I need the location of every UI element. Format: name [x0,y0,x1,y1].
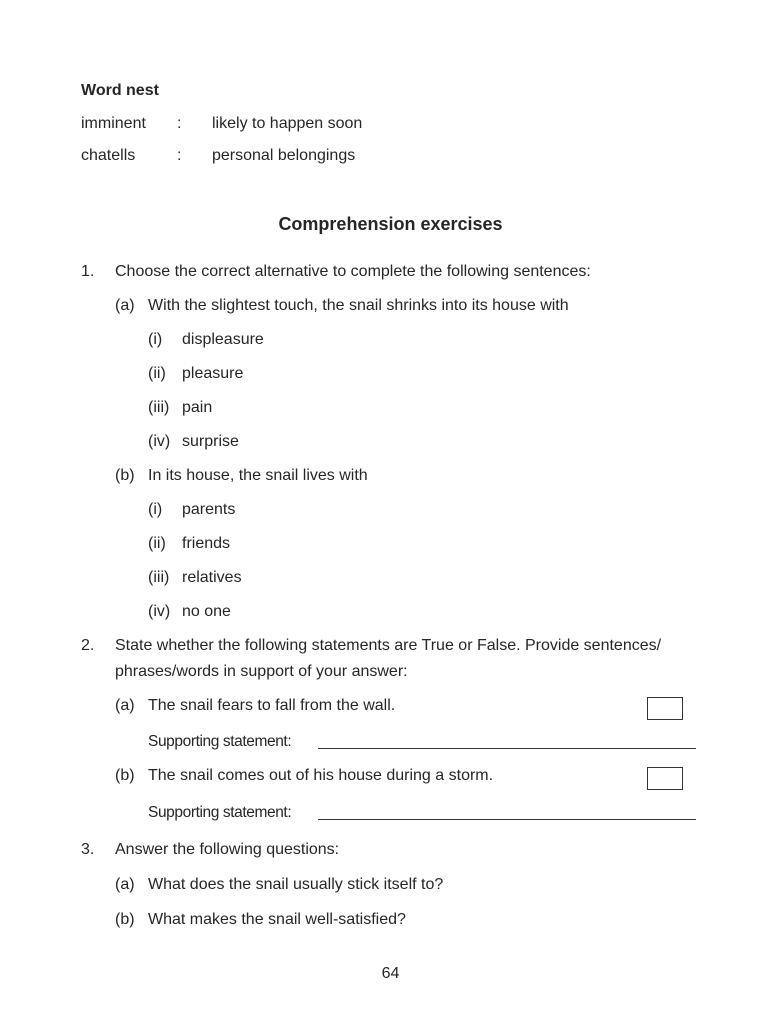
sub-question-label: (b) [115,911,135,928]
question-number: 1. [81,263,95,280]
true-false-answer-box[interactable] [647,697,683,720]
sub-question-label: (a) [115,297,135,314]
sub-question-label: (b) [115,467,135,484]
word-nest-meaning: personal belongings [212,147,356,164]
option-label: (iv) [148,433,171,450]
question-text-continued: phrases/words in support of your answer: [115,663,408,680]
option-text: surprise [182,433,239,450]
question-number: 2. [81,637,95,654]
sub-question-text: In its house, the snail lives with [148,467,368,484]
supporting-statement-label: Supporting statement: [148,733,292,750]
option-text: friends [182,535,231,552]
option-label: (iv) [148,603,171,620]
option-text: parents [182,501,236,518]
option-text: displeasure [182,331,264,348]
question-text: Answer the following questions: [115,841,340,858]
option-label: (iii) [148,569,170,586]
true-false-answer-box[interactable] [647,767,683,790]
word-nest-word: imminent [81,115,146,132]
word-nest-meaning: likely to happen soon [212,115,363,132]
question-text: State whether the following statements are True or False. Provide sentences/ [115,637,662,654]
supporting-statement-answer-line[interactable] [318,819,696,820]
supporting-statement-label: Supporting statement: [148,804,292,821]
sub-question-text: The snail comes out of his house during a storm. [148,767,494,784]
sub-question-text: With the slightest touch, the snail shrinks into its house with [148,297,569,314]
supporting-statement-answer-line[interactable] [318,748,696,749]
word-nest-separator: : [177,147,182,164]
section-title: Comprehension exercises [278,214,503,234]
option-text: no one [182,603,231,620]
sub-question-text: The snail fears to fall from the wall. [148,697,396,714]
sub-question-label: (b) [115,767,135,784]
option-label: (ii) [148,535,166,552]
sub-question-label: (a) [115,697,135,714]
word-nest-separator: : [177,115,182,132]
option-label: (i) [148,331,163,348]
question-number: 3. [81,841,95,858]
word-nest-word: chatells [81,147,136,164]
option-text: pleasure [182,365,244,382]
question-text: Choose the correct alternative to complete the following sentences: [115,263,591,280]
option-label: (i) [148,501,163,518]
option-label: (iii) [148,399,170,416]
sub-question-text: What makes the snail well-satisfied? [148,911,406,928]
sub-question-label: (a) [115,876,135,893]
option-text: relatives [182,569,242,586]
option-text: pain [182,399,213,416]
option-label: (ii) [148,365,166,382]
sub-question-text: What does the snail usually stick itself to? [148,876,444,893]
page-number: 64 [381,965,400,982]
word-nest-heading: Word nest [81,82,159,99]
